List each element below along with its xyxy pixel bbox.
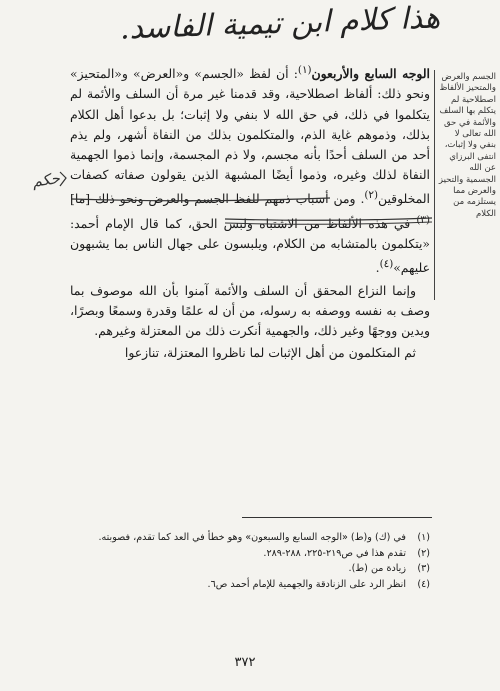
side-note-bar — [434, 70, 435, 300]
paragraph-1-cont: . ومن أسباب ذمهم للفظ الجسم والعرض ونحو ذلك [ما] — [70, 191, 365, 207]
title-underline — [95, 48, 455, 49]
footnote-text: انظر الرد على الزنادقة والجهمية للإمام أحمد ص٦. — [207, 578, 406, 590]
handwritten-annotation-title: هذا كلام ابن تيمية الفاسد. — [119, 0, 441, 47]
footnote-text: في (ك) و(ط) «الوجه السابع والسبعون» وهو خطأ في العد كما تقدم، فصوبته. — [98, 532, 406, 543]
page-number: ٣٧٢ — [234, 655, 256, 670]
paragraph-3: ثم المتكلمون من أهل الإثبات لما ناظروا المعتزلة، تنازعوا — [124, 345, 416, 361]
footnote-ref-2: (٢) — [364, 189, 379, 202]
footnote-ref-1: (١) — [297, 64, 312, 76]
bracket-mark — [60, 172, 66, 186]
footnote-4 — [70, 577, 430, 593]
footnote-ref-3: (٣) — [416, 213, 430, 226]
margin-handwritten-scribble: حكم — [31, 169, 61, 191]
side-margin-note: الجسم والعرض والمتحيز الألفاظ اصطلاحية لم يتكلم بها السلف والأئمة في حق الله تعالى لا بنفي ولا إثبات، انتفى البرزاي عن الله الجسمية والتحيز والعرض مما يستلزمه من الكلام — [438, 72, 496, 219]
footnote-ref-4: (٤) — [379, 258, 394, 271]
footnote-1 — [70, 530, 430, 546]
paragraph-1-text: : أن لفظ «الجسم» و«العرض» و«المتحيز» ونحو ذلك: ألفاظ اصطلاحية، وقد قدمنا غير مرة أن السلف والأئمة لم يتكلموا في ذلك، في حق الله لا بنفي ولا إثبات؛ بل بدعوا أهل الكلام بذلك، وذموهم غاية الذم، والمتكلمون بذلك من النفاة أشهر، ولم يذم أحد من السلف أحدًا بأنه مجسم، ولا ذم المجسمة، وإنما ذموا الجهمية النفاة لذلك وغيره، وذموا أيضًا المشبهة الذين يقولون صفاته كصفات المخلوقين — [70, 66, 430, 207]
footnote-number: (٣) — [417, 563, 430, 574]
footnote-number: (٢) — [417, 547, 430, 559]
footnote-number: (١) — [417, 532, 430, 543]
paragraph-1 — [70, 60, 430, 279]
paragraph-1-end: في هذه الألفاظ من الاشتباه ولبس الحق، كما قال الإمام أحمد: «يتكلمون بالمتشابه من الكلام، ويلبسون على جهال الناس بما يشبهون عليهم» — [70, 215, 430, 276]
footnote-3 — [70, 561, 430, 577]
footnotes — [70, 530, 430, 592]
footnote-number: (٤) — [417, 578, 430, 590]
footnote-separator — [242, 517, 432, 518]
paragraph-1-close: . — [375, 260, 380, 276]
section-heading: الوجه السابع والأربعون — [311, 66, 430, 82]
footnote-2 — [70, 546, 430, 562]
main-text — [70, 60, 430, 363]
footnote-text: زيادة من (ط). — [348, 563, 406, 574]
paragraph-2: وإنما النزاع المحقق أن السلف والأئمة آمنوا بأن الله موصوف بما وصف به نفسه ووصفه به رسوله، من أن له علمًا وقدرة وسمعًا وبصرًا، ويدين ووجهًا وغير ذلك، والجهمية أنكرت ذلك من المعتزلة وغيرهم. — [70, 282, 430, 338]
footnote-text: تقدم هذا في ص٢١٩-٢٢٥، ٢٨٨-٢٨٩. — [263, 547, 406, 559]
